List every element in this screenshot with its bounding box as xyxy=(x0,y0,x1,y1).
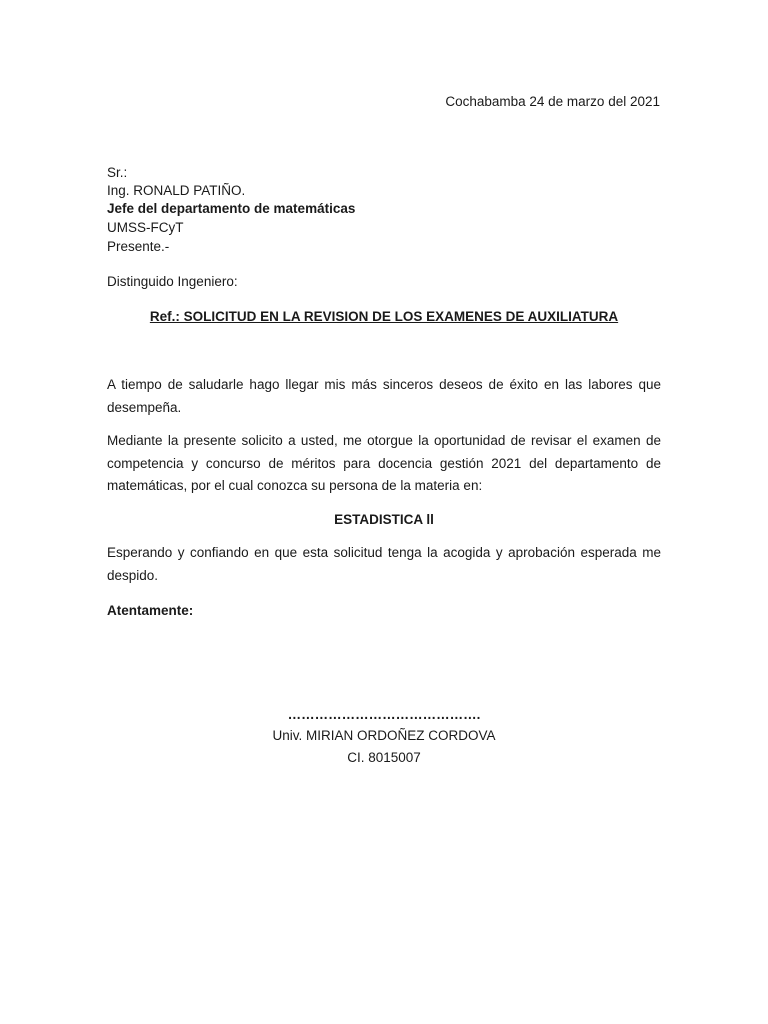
recipient-institution: UMSS-FCyT xyxy=(107,220,184,235)
greeting: Distinguido Ingeniero: xyxy=(107,274,238,289)
body-paragraph-3: Esperando y confiando en que esta solicitud tenga la acogida y aprobación esperada me despido. xyxy=(107,545,661,583)
body-paragraph-2: Mediante la presente solicito a usted, me otorgue la oportunidad de revisar el examen de competencia y concurso de méritos para docencia gestión 2021 del departamento de matemáticas, por el cual conozca su persona de la materia en: xyxy=(107,433,661,493)
signature-line: ……………………………………. xyxy=(287,707,481,722)
recipient-presente: Presente.- xyxy=(107,239,170,254)
signature-id: CI. 8015007 xyxy=(347,750,421,765)
reference-text: Ref.: SOLICITUD EN LA REVISION DE LOS EXAMENES DE AUXILIATURA xyxy=(149,309,619,324)
body-paragraph-1: A tiempo de saludarle hago llegar mis más sinceros deseos de éxito en las labores que desempeña. xyxy=(107,377,661,415)
closing: Atentamente: xyxy=(107,603,194,618)
recipient-salutation-title: Sr.: xyxy=(107,165,128,180)
recipient-name: Ing. RONALD PATIÑO. xyxy=(107,183,246,198)
signature-name: Univ. MIRIAN ORDOÑEZ CORDOVA xyxy=(272,728,496,743)
reference-line xyxy=(0,308,768,326)
recipient-position: Jefe del departamento de matemáticas xyxy=(107,201,356,216)
letter-date: Cochabamba 24 de marzo del 2021 xyxy=(445,94,660,109)
subject-title: ESTADISTICA ll xyxy=(334,512,434,527)
